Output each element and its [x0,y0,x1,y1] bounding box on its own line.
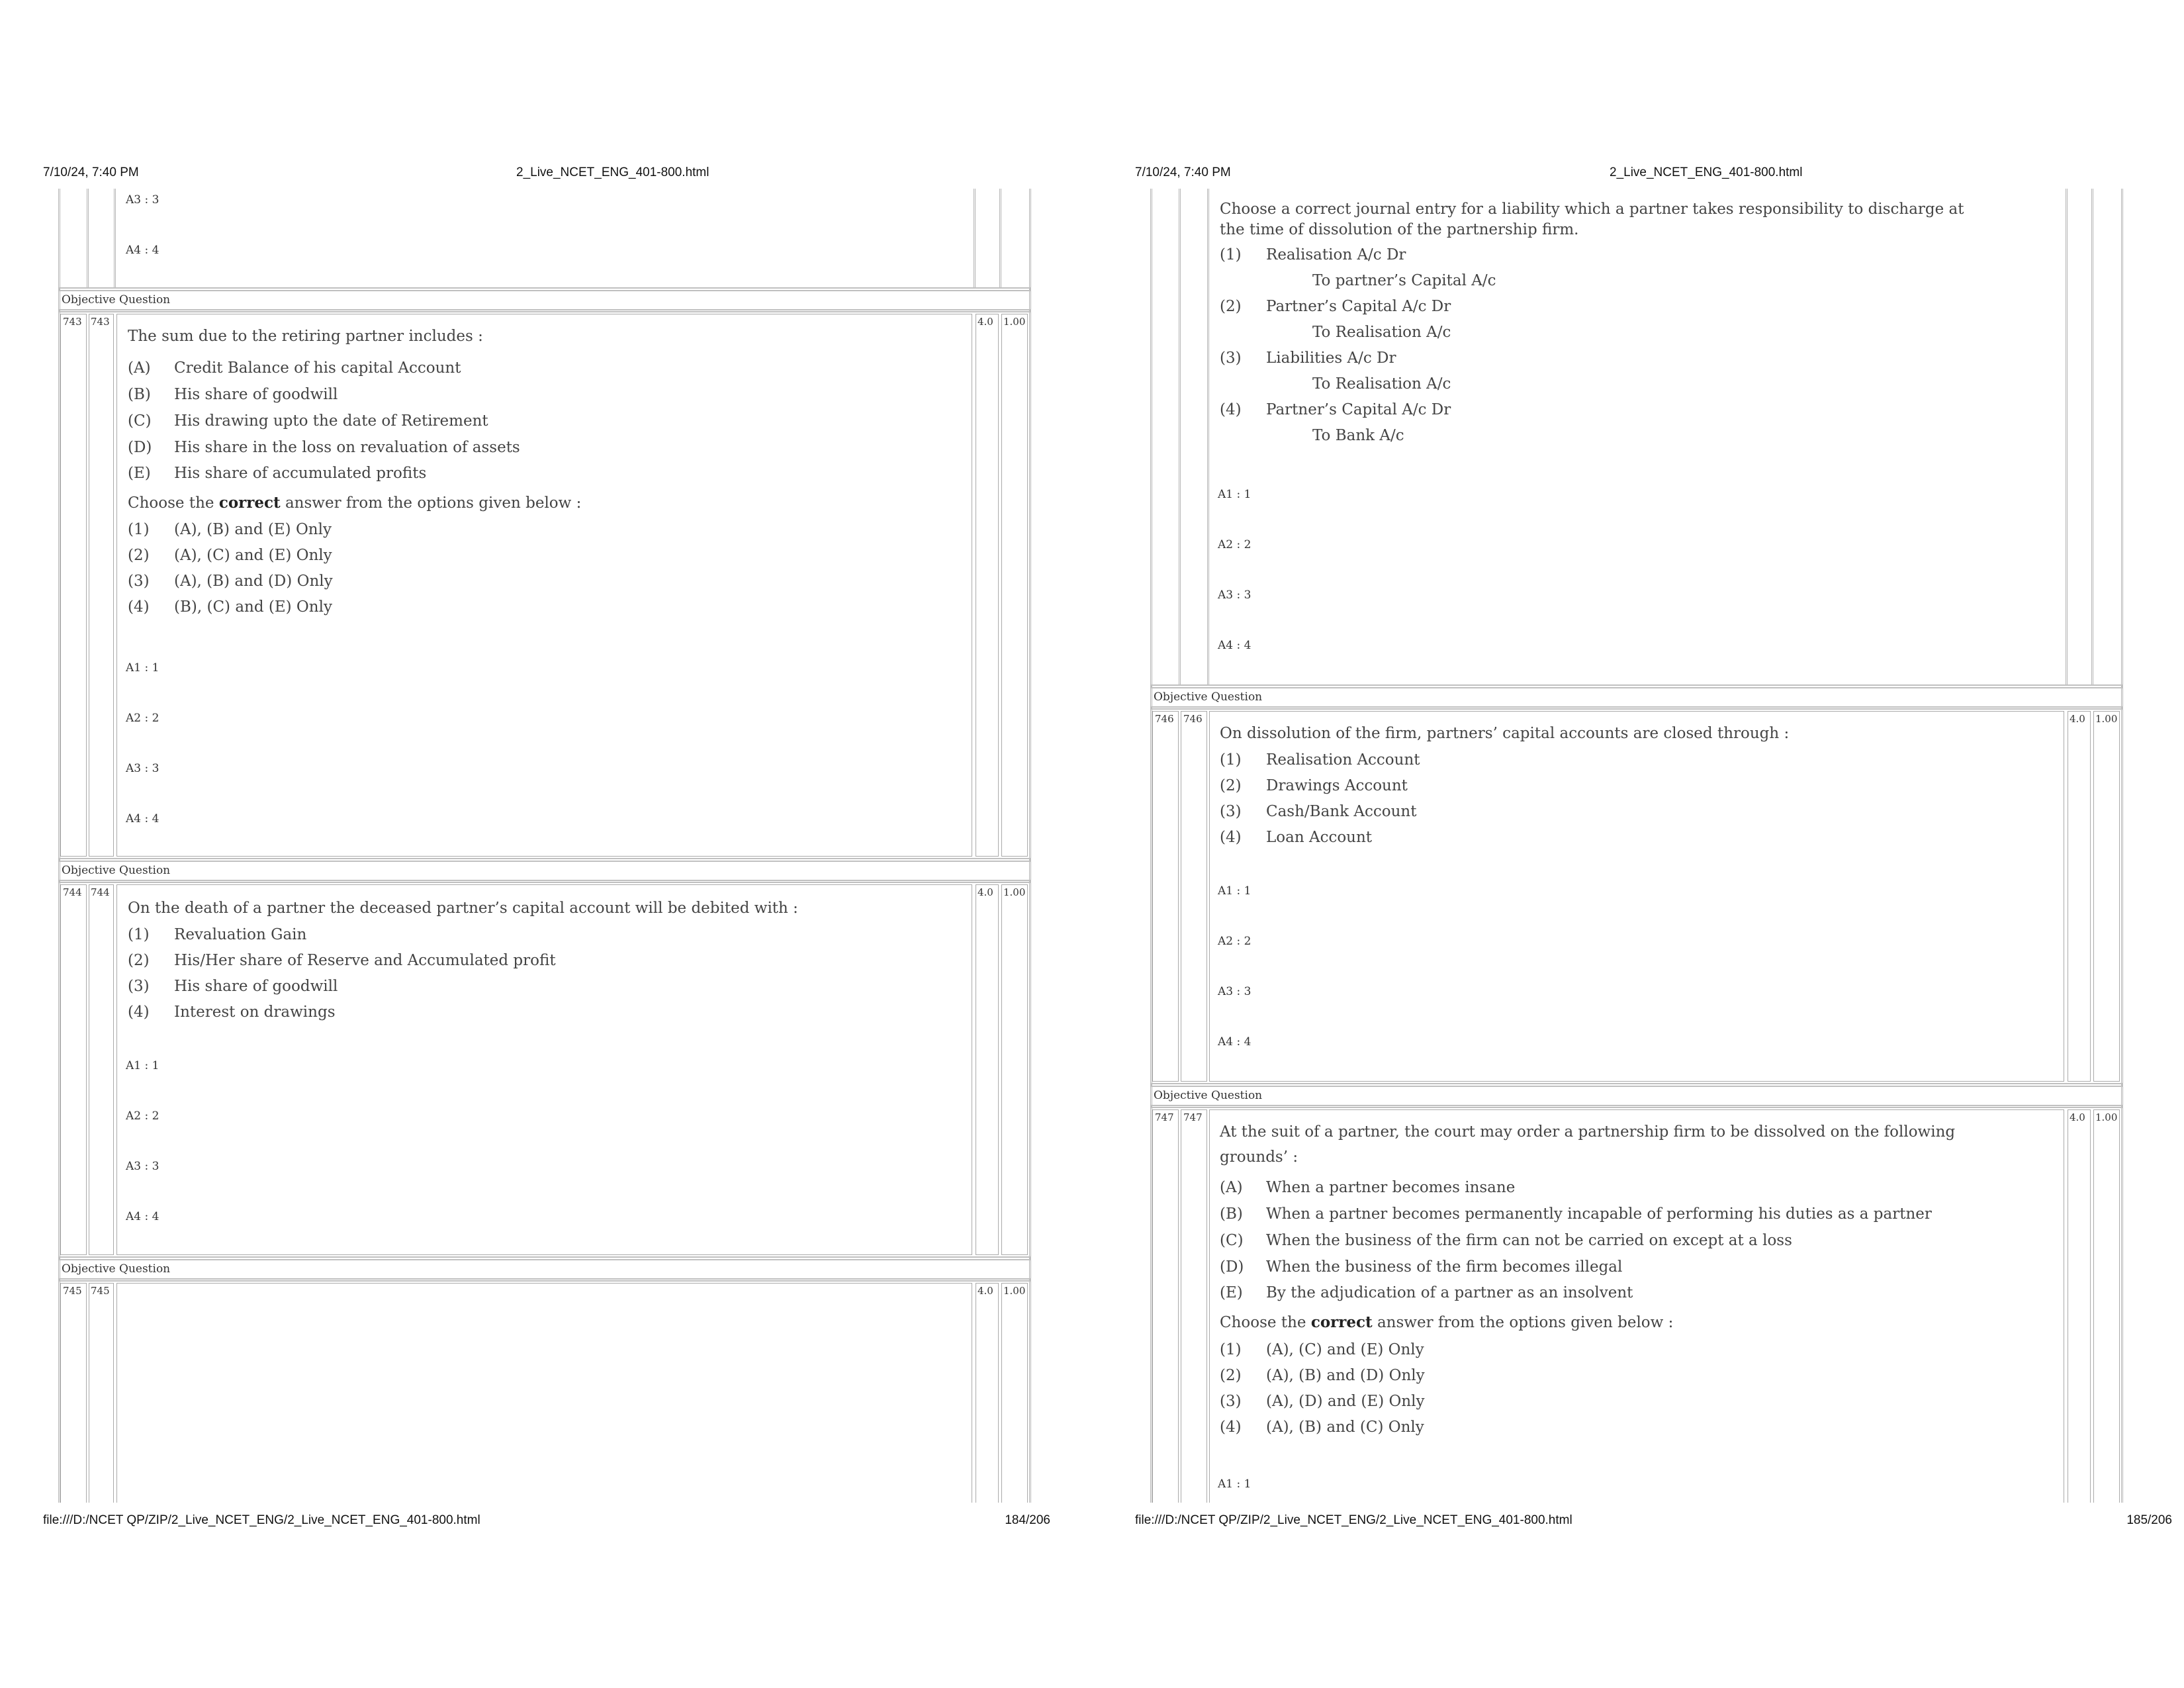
text-span: (1) [1220,246,1242,263]
text-span: (C) [1220,1232,1244,1249]
text-span: (3) [1220,350,1242,367]
negative-mark-cell [1001,314,1028,857]
question-id: 743 [91,316,110,328]
header-date: 7/10/24, 7:40 PM [1135,165,1231,179]
text-span: Loan Account [1266,829,1373,846]
negative-mark-cell [1001,1283,1028,1503]
question-number-cell [89,1283,114,1503]
table-border [1179,189,1181,685]
text-span: (3) [1220,803,1242,820]
statement-item [1220,1179,1515,1196]
text-span: (D) [1220,1258,1244,1276]
question-number-cell [89,884,114,1255]
header-filename: 2_Live_NCET_ENG_401-800.html [516,165,709,179]
answer-choice [1220,1393,1425,1410]
footer-page-number: 184/206 [1005,1513,1050,1527]
text-span: (B) [128,386,151,403]
negative-marks: 1.00 [1003,316,1026,328]
mark-cell [976,884,999,1255]
text-span: (C) [128,412,152,430]
text-span: answer from the options given below : [1372,1314,1674,1331]
answer-option: A2 : 2 [1218,935,1251,948]
question-body-cell [116,1283,972,1503]
footer-file-path: file:///D:/NCET QP/ZIP/2_Live_NCET_ENG/2_Live_NCET_ENG_401-800.html [43,1513,480,1527]
question-number-cell [60,314,87,857]
answer-option: A3 : 3 [126,762,159,775]
text-span: Credit Balance of his capital Account [174,359,461,377]
answer-option: A4 : 4 [126,812,159,825]
text-span: (A), (C) and (E) Only [174,547,332,564]
text-span: Liabilities A/c Dr [1266,350,1396,367]
text-span: (2) [1220,1367,1242,1384]
table-border [114,189,116,288]
text-span: His/Her share of Reserve and Accumulated profit [174,952,556,969]
text-span: When a partner becomes permanently incapable of performing his duties as a partner [1266,1205,1932,1223]
footer-page-number: 185/206 [2126,1513,2172,1527]
answer-choice [1220,751,1420,769]
text-span: Drawings Account [1266,777,1408,794]
answer-choice [1220,1341,1424,1358]
question-stem: At the suit of a partner, the court may order a partnership firm to be dissolved on the following [1220,1123,1956,1141]
negative-marks: 1.00 [2095,1111,2118,1123]
answer-option: A4 : 4 [1218,639,1251,652]
answer-option: A4 : 4 [126,1210,159,1223]
answer-option: A3 : 3 [1218,588,1251,602]
negative-mark-cell [2093,1109,2120,1503]
question-number: 743 [63,316,82,328]
text-span: Realisation Account [1266,751,1420,769]
footer-file-path: file:///D:/NCET QP/ZIP/2_Live_NCET_ENG/2_Live_NCET_ENG_401-800.html [1135,1513,1572,1527]
text-span: (4) [1220,401,1242,418]
text-span: By the adjudication of a partner as an insolvent [1266,1284,1633,1301]
text-span: (E) [128,465,151,482]
negative-marks: 1.00 [2095,713,2118,725]
text-span: His share of goodwill [174,978,338,995]
row-divider [58,309,1031,312]
question-number-cell [60,1283,87,1503]
row-divider [1150,1083,2123,1087]
text-span: (A) [1220,1179,1243,1196]
text-span: (1) [1220,1341,1242,1358]
text-span: (A), (D) and (E) Only [1266,1393,1425,1410]
question-type-label: Objective Question [62,293,171,306]
answer-option: A3 : 3 [1218,985,1251,998]
question-number: 747 [1155,1111,1174,1123]
text-span: (B), (C) and (E) Only [174,598,332,616]
answer-choice [128,573,333,590]
statement-item [1220,1205,1932,1223]
text-span: (4) [128,1004,150,1021]
question-id: 744 [91,886,110,898]
question-number-cell [89,314,114,857]
question-number: 745 [63,1285,82,1297]
text-span: Partner’s Capital A/c Dr [1266,401,1451,418]
question-stem: Choose a correct journal entry for a liability which a partner takes responsibility to discharge at [1220,201,1964,218]
statement-item [1220,1258,1622,1276]
text-span: Revaluation Gain [174,926,307,943]
question-id: 746 [1183,713,1203,725]
text-span: (4) [128,598,150,616]
answer-choice [128,952,556,969]
table-border [2121,189,2123,1503]
question-number-cell [1181,1109,1207,1503]
question-id: 745 [91,1285,110,1297]
choose-instruction [128,494,581,512]
question-stem: On the death of a partner the deceased partner’s capital account will be debited with : [128,900,798,917]
marks: 4.0 [978,886,993,898]
statement-item [128,412,488,430]
answer-choice-credit: To Realisation A/c [1312,324,1451,341]
text-span: Choose the [1220,1314,1311,1331]
question-type-label: Objective Question [62,864,171,877]
answer-option: A4 : 4 [126,244,159,257]
answer-choice-credit: To Realisation A/c [1312,375,1451,393]
text-span: (A), (B) and (C) Only [1266,1419,1424,1436]
answer-option: A2 : 2 [126,712,159,725]
answer-choice [128,521,332,538]
text-span: correct [218,494,281,512]
text-span: (A), (B) and (D) Only [1266,1367,1425,1384]
text-span: His share in the loss on revaluation of assets [174,439,520,456]
text-span: (A), (C) and (E) Only [1266,1341,1424,1358]
text-span: When a partner becomes insane [1266,1179,1516,1196]
question-type-label: Objective Question [62,1262,171,1276]
answer-choice [128,598,332,616]
text-span: (A), (B) and (D) Only [174,573,333,590]
row-divider [58,1278,1031,1282]
table-border [974,189,976,288]
answer-choice [1220,803,1416,820]
table-border [1029,189,1031,1503]
text-span: (4) [1220,829,1242,846]
answer-choice [1220,829,1372,846]
text-span: answer from the options given below : [280,494,582,512]
answer-choice [1220,401,1451,418]
negative-mark-cell [1001,884,1028,1255]
answer-choice [1220,1367,1425,1384]
text-span: (A) [128,359,151,377]
answer-choice [1220,1419,1424,1436]
answer-choice [128,978,338,995]
negative-marks: 1.00 [1003,1285,1026,1297]
statement-item [128,359,461,377]
answer-option: A1 : 1 [1218,884,1251,898]
text-span: His share of goodwill [174,386,338,403]
text-span: Partner’s Capital A/c Dr [1266,298,1451,315]
question-stem: The sum due to the retiring partner includes : [128,328,483,345]
question-number: 746 [1155,713,1174,725]
marks: 4.0 [978,1285,993,1297]
answer-choice-credit: To partner’s Capital A/c [1312,272,1496,289]
row-divider [58,858,1031,862]
question-number-cell [1152,711,1179,1082]
answer-option: A1 : 1 [126,1059,159,1072]
row-divider [1150,684,2123,688]
text-span: (A), (B) and (E) Only [174,521,332,538]
text-span: Interest on drawings [174,1004,336,1021]
negative-marks: 1.00 [1003,886,1026,898]
statement-item [128,386,338,403]
table-border [2091,189,2093,685]
question-number-cell [1152,1109,1179,1503]
row-divider [1150,706,2123,710]
header-filename: 2_Live_NCET_ENG_401-800.html [1610,165,1803,179]
question-number: 744 [63,886,82,898]
text-span: Cash/Bank Account [1266,803,1417,820]
header-date: 7/10/24, 7:40 PM [43,165,139,179]
text-span: (D) [128,439,152,456]
row-divider [58,880,1031,883]
text-span: (3) [128,573,150,590]
text-span: Realisation A/c Dr [1266,246,1406,263]
marks: 4.0 [2070,713,2085,725]
mark-cell [2068,711,2091,1082]
question-number-cell [1181,711,1207,1082]
statement-item [1220,1284,1633,1301]
answer-choice [128,1004,336,1021]
text-span: (2) [1220,298,1242,315]
text-span: His share of accumulated profits [174,465,427,482]
text-span: (3) [128,978,150,995]
question-id: 747 [1183,1111,1203,1123]
row-divider [58,287,1031,291]
text-span: (1) [128,521,150,538]
text-span: (E) [1220,1284,1243,1301]
answer-option: A2 : 2 [126,1109,159,1123]
answer-option: A2 : 2 [1218,538,1251,551]
answer-option: A1 : 1 [126,661,159,675]
answer-option: A4 : 4 [1218,1035,1251,1049]
choose-instruction [1220,1313,1673,1331]
question-stem: On dissolution of the firm, partners’ capital accounts are closed through : [1220,725,1790,742]
text-span: (2) [128,952,150,969]
text-span: (1) [128,926,150,943]
answer-choice [1220,298,1451,315]
text-span: His drawing upto the date of Retirement [174,412,488,430]
answer-choice-credit: To Bank A/c [1312,427,1404,444]
statement-item [128,439,520,456]
text-span: When the business of the firm becomes illegal [1266,1258,1623,1276]
answer-choice [128,926,306,943]
answer-choice [1220,246,1406,263]
text-span: (2) [1220,777,1242,794]
text-span: (2) [128,547,150,564]
mark-cell [2068,1109,2091,1503]
marks: 4.0 [978,316,993,328]
right-page [1092,0,2184,1688]
answer-choice [1220,350,1396,367]
statement-item [128,465,426,482]
question-type-label: Objective Question [1154,1089,1263,1102]
table-border [1207,189,1209,685]
answer-option: A1 : 1 [1218,488,1251,501]
marks: 4.0 [2070,1111,2085,1123]
table-border [999,189,1001,288]
answer-choice [128,547,332,564]
question-stem-line-2: grounds’ : [1220,1149,1298,1166]
answer-option: A1 : 1 [1218,1477,1251,1491]
question-type-label: Objective Question [1154,690,1263,704]
text-span: (4) [1220,1419,1242,1436]
answer-option: A3 : 3 [126,1160,159,1173]
row-divider [58,1256,1031,1260]
text-span: Choose the [128,494,219,512]
text-span: When the business of the firm can not be carried on except at a loss [1266,1232,1792,1249]
negative-mark-cell [2093,711,2120,1082]
question-body-cell [1209,1109,2064,1503]
table-border [2066,189,2068,685]
answer-option: A3 : 3 [126,193,159,207]
question-number-cell [60,884,87,1255]
question-stem-line-2: the time of dissolution of the partnership firm. [1220,221,1579,238]
answer-choice [1220,777,1408,794]
row-divider [1150,1105,2123,1108]
text-span: (3) [1220,1393,1242,1410]
mark-cell [976,1283,999,1503]
text-span: correct [1310,1313,1373,1331]
statement-item [1220,1232,1792,1249]
mark-cell [976,314,999,857]
text-span: (1) [1220,751,1242,769]
text-span: (B) [1220,1205,1243,1223]
table-border [87,189,89,288]
